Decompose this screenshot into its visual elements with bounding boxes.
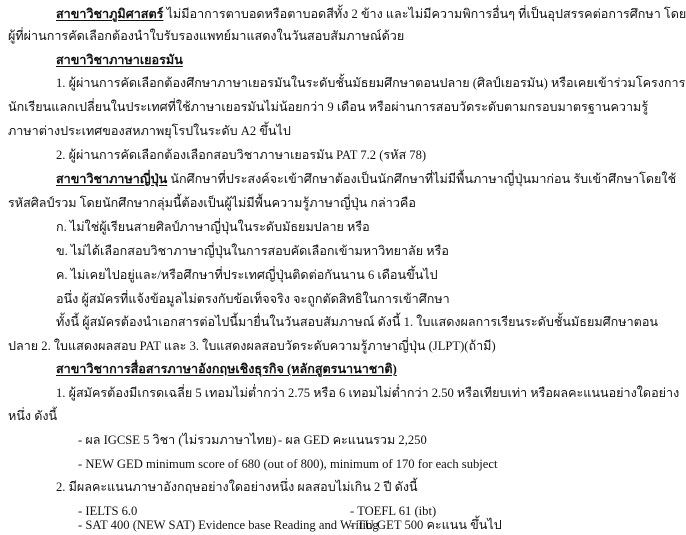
geography-requirement-line-1 — [56, 5, 686, 23]
japanese-text: นักศึกษาที่ประสงค์จะเข้าศึกษาต้องเป็นนักศึกษาที่ไม่มีพื้นภาษาญี่ปุ่นมาก่อน รับเข้าศึกษาโดยใช้ — [167, 172, 677, 186]
geography-text: ไม่มีอาการตาบอดหรือตาบอดสีทั้ง 2 ข้าง และไม่มีความพิการอื่นๆ ที่เป็นอุปสรรคต่อการศึกษา โดย — [163, 7, 686, 21]
business-english-item-2: 2. มีผลคะแนนภาษาอังกฤษอย่างใดอย่างหนึ่ง ผลสอบไม่เกิน 2 ปี ดังนี้ — [56, 480, 418, 494]
german-item-2: 2. ผู้ผ่านการคัดเลือกต้องเลือกสอบวิชาภาษาเยอรมัน PAT 7.2 (รหัส 78) — [56, 148, 427, 162]
japanese-documents-line-2: ปลาย 2. ใบแสดงผลสอบ PAT และ 3. ใบแสดงผลสอบวัดระดับความรู้ภาษาญี่ปุ่น (JLPT)(ถ้ามี) — [8, 339, 496, 353]
japanese-note: อนึ่ง ผู้สมัครที่แจ้งข้อมูลไม่ตรงกับข้อเท็จจริง จะถูกตัดสิทธิในการเข้าศึกษา — [56, 292, 450, 306]
german-item-1-line-3: ภาษาต่างประเทศของสหภาพยุโรปในระดับ A2 ขึ้นไป — [8, 124, 291, 138]
japanese-condition-a: ก. ไม่ใช่ผู้เรียนสายศิลป์ภาษาญี่ปุ่นในระดับมัธยมปลาย หรือ — [56, 220, 370, 234]
german-heading: สาขาวิชาภาษาเยอรมัน — [56, 53, 183, 67]
japanese-requirement-line-1 — [56, 170, 676, 188]
toefl-requirement: - TOEFL 61 (ibt) — [350, 504, 437, 518]
geography-heading: สาขาวิชาภูมิศาสตร์ — [56, 7, 164, 21]
german-item-1-line-1: 1. ผู้ผ่านการคัดเลือกต้องศึกษาภาษาเยอรมันในระดับชั้นมัธยมศึกษาตอนปลาย (ศิลป์เยอรมัน) หรือเคยเข้าร่วมโครงการ — [56, 76, 686, 90]
ielts-requirement: - IELTS 6.0 — [78, 504, 138, 518]
japanese-heading: สาขาวิชาภาษาญี่ปุ่น — [56, 172, 168, 186]
japanese-requirement-line-2: รหัสศิลป์รวม โดยนักศึกษากลุ่มนี้ต้องเป็นผู้ไม่มีพื้นความรู้ภาษาญี่ปุ่น กล่าวคือ — [8, 196, 416, 210]
japanese-condition-c: ค. ไม่เคยไปอยู่และ/หรือศึกษาที่ประเทศญี่ปุ่นติดต่อกันนาน 6 เดือนขึ้นไป — [56, 268, 438, 282]
new-ged-requirement: - NEW GED minimum score of 680 (out of 800), minimum of 170 for each subject — [78, 457, 498, 471]
sat-requirement: - SAT 400 (NEW SAT) Evidence base Reading and Writing — [78, 518, 379, 532]
business-english-item-1-line-2: หนึ่ง ดังนี้ — [8, 409, 58, 423]
german-item-1-line-2: นักเรียนแลกเปลี่ยนในประเทศที่ใช้ภาษาเยอรมันไม่น้อยกว่า 9 เดือน หรือผ่านการสอบวัดระดับตามกรอบมาตรฐานความรู้ — [8, 100, 649, 114]
business-english-heading: สาขาวิชาการสื่อสารภาษาอังกฤษเชิงธุรกิจ (หลักสูตรนานาชาติ) — [56, 362, 397, 376]
japanese-condition-b: ข. ไม่ได้เลือกสอบวิชาภาษาญี่ปุ่นในการสอบคัดเลือกเข้ามหาวิทยาลัย หรือ — [56, 244, 449, 258]
business-english-item-1-line-1: 1. ผู้สมัครต้องมีเกรดเฉลี่ย 5 เทอมไม่ต่ำกว่า 2.75 หรือ 6 เทอมไม่ต่ำกว่า 2.50 หรือเทียบเท่า หรือผลคะแนนอย่างใดอย่าง — [56, 386, 680, 400]
tuget-requirement: - TU GET 500 คะแนน ขึ้นไป — [350, 518, 502, 532]
japanese-documents-line-1: ทั้งนี้ ผู้สมัครต้องนำเอกสารต่อไปนี้มายื่นในวันสอบสัมภาษณ์ ดังนี้ 1. ใบแสดงผลการเรียนระดับชั้นมัธยมศึกษาตอน — [56, 315, 659, 329]
geography-requirement-line-2: ผู้ที่ผ่านการคัดเลือกต้องนำใบรับรองแพทย์มาแสดงในวันสอบสัมภาษณ์ด้วย — [8, 29, 405, 43]
ged-requirement: - ผล GED คะแนนรวม 2,250 — [278, 433, 427, 447]
igcse-requirement: - ผล IGCSE 5 วิชา (ไม่รวมภาษาไทย) — [78, 433, 277, 447]
